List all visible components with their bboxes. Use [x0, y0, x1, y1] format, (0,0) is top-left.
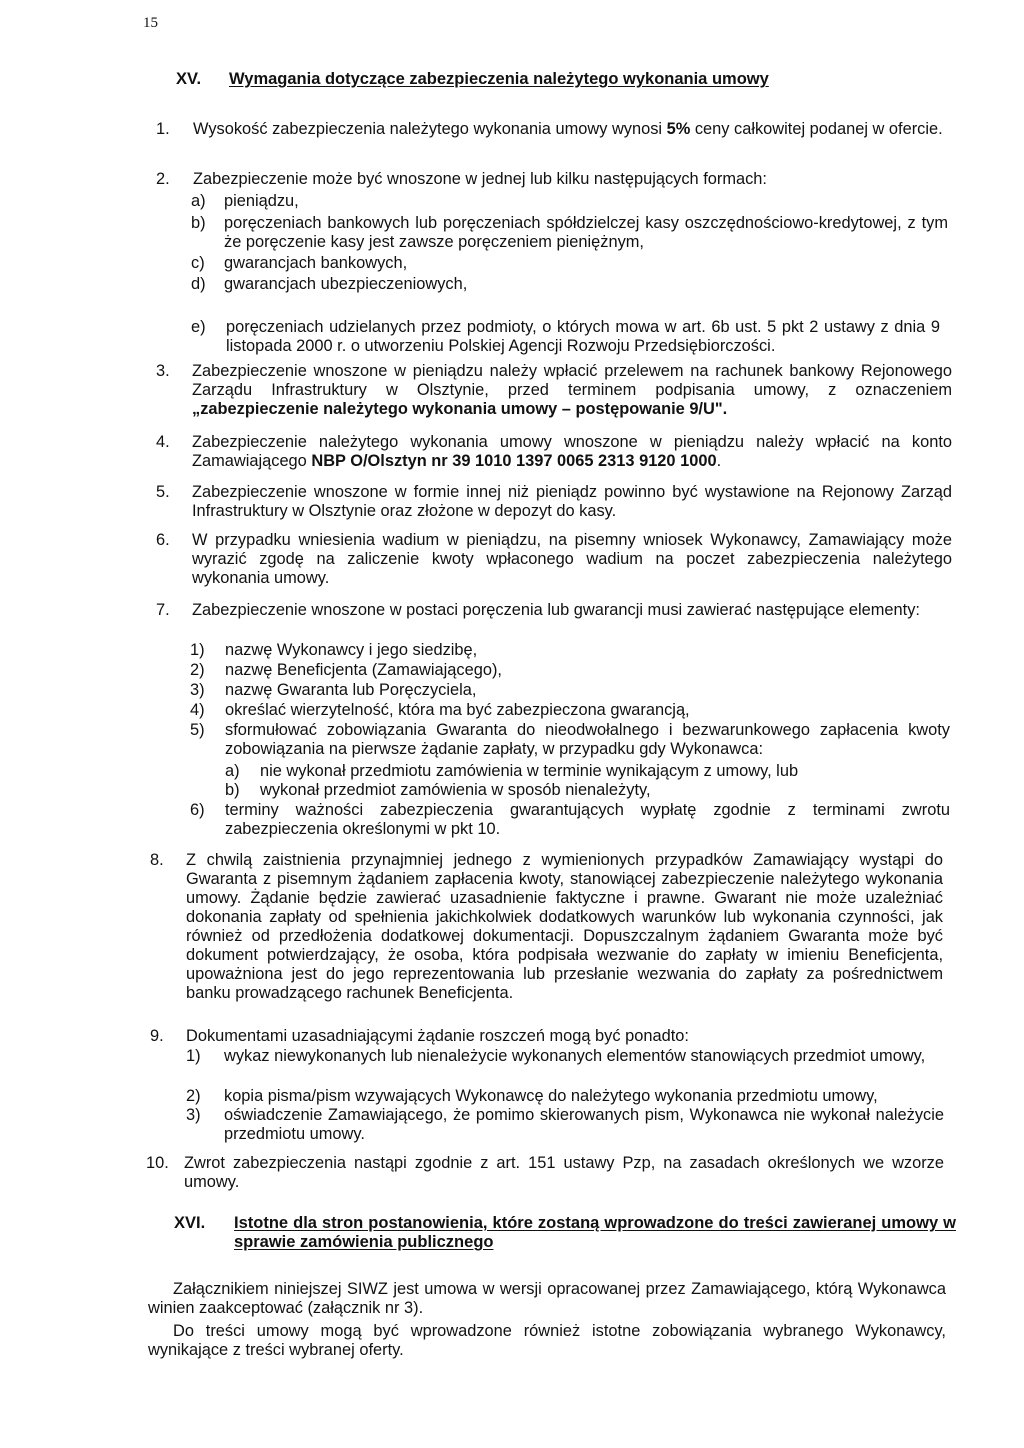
item-number: 2. [156, 170, 170, 188]
list-item-8 [150, 851, 960, 1041]
section-xv-title: Wymagania dotyczące zabezpieczenia należytego wykonania umowy [229, 70, 769, 88]
item-number: 10. [146, 1154, 169, 1172]
sub-item-7-5: 5) sformułować zobowiązania Gwaranta do nieodwołalnego i bezwarunkowego zapłacenia kwoty zobowiązania na pierwsze żądanie zapłaty, w przypadku gdy Wykonawca: [190, 721, 950, 758]
list-item-3 [156, 362, 956, 422]
item-text: Z chwilą zaistnienia przynajmniej jednego z wymienionych przypadków Zamawiający wystąpi do Gwaranta z pisemnym żądaniem zapłacenia kwoty, stanowiącej zabezpieczenie należytego wykonania umowy. Żądanie będzie zawierać uzasadnienie faktyczne i prawne. Gwarant nie może uzależniać dokonania zapłaty od spełnienia jakichkolwiek dodatkowych warunków lub wykonania czynności, jak również od przedłożenia dodatkowej dokumentacji. Dopuszczalnym żądaniem Gwaranta może być dokument potwierdzający, że osoba, która podpisała wezwanie do zapłaty w imieniu Beneficjenta, upoważniona jest do jego reprezentowania lub przesłanie wezwania do zapłaty za pośrednictwem banku prowadzącego rachunek Beneficjenta. [186, 851, 943, 1002]
section-xv-heading [176, 70, 876, 89]
section-xvi-title: Istotne dla stron postanowienia, które zostaną wprowadzone do treści zawieranej umowy w sprawie zamówienia publicznego [234, 1214, 956, 1251]
item-number: 1. [156, 120, 170, 138]
list-item-7 [156, 601, 956, 641]
item-text: Wysokość zabezpieczenia należytego wykonania umowy wynosi 5% ceny całkowitej podanej w ofercie. [193, 120, 943, 138]
list-item-4 [156, 433, 956, 473]
section-xvi-number: XVI. [174, 1214, 206, 1232]
list-item-6 [156, 531, 956, 591]
sub-item-7-6: 6) terminy ważności zabezpieczenia gwarantujących wypłatę zgodnie z terminami zwrotu zabezpieczenia określonymi w pkt 10. [190, 801, 950, 838]
sub-item-9-1: 1) wykaz niewykonanych lub nienależycie wykonanych elementów stanowiących przedmiot umowy, [186, 1047, 926, 1065]
percent-value: 5% [666, 120, 691, 138]
account-number: NBP O/Olsztyn nr 39 1010 1397 0065 2313 9120 1000 [311, 452, 717, 470]
sub-item-9-3: 3) oświadczenie Zamawiającego, że pomimo skierowanych pism, Wykonawca nie wykonał należycie przedmiotu umowy. [186, 1106, 944, 1143]
item-text: Dokumentami uzasadniającymi żądanie roszczeń mogą być ponadto: [186, 1027, 689, 1045]
section-xv-number: XV. [176, 70, 202, 88]
item-text: Zabezpieczenie może być wnoszone w jednej lub kilku następujących formach: [193, 170, 767, 188]
item-text: Zwrot zabezpieczenia nastąpi zgodnie z art. 151 ustawy Pzp, na zasadach określonych we wzorze umowy. [184, 1154, 944, 1191]
item-text: Zabezpieczenie wnoszone w pieniądzu należy wpłacić przelewem na rachunek bankowy Rejonowego Zarządu Infrastruktury w Olsztynie, przed terminem podpisania umowy, z oznaczeniem „zabezpieczenie należytego wykonania umowy – postępowanie 9/U". [192, 362, 952, 418]
list-item-1 [156, 120, 956, 160]
item-text: Zabezpieczenie wnoszone w formie innej niż pieniądz powinno być wystawione na Rejonowy Zarząd Infrastruktury w Olsztynie oraz złożone w depozyt do kasy. [192, 483, 952, 520]
sub-item-2b: b) poręczeniach bankowych lub poręczeniach spółdzielczej kasy oszczędnościowo-kredytowej, z tym że poręczenie kasy jest zawsze poręczeniem pieniężnym, [191, 214, 948, 251]
item-text: Zabezpieczenie należytego wykonania umowy wnoszone w pieniądzu należy wpłacić na konto Zamawiającego NBP O/Olsztyn nr 39 1010 1397 0065 2313 9120 1000. [192, 433, 952, 470]
item-number: 6. [156, 531, 170, 549]
section-xvi-paragraph-2: Do treści umowy mogą być wprowadzone również istotne zobowiązania wybranego Wykonawcy, wynikające z treści wybranej oferty. [148, 1322, 946, 1359]
item-number: 3. [156, 362, 170, 380]
section-xvi-paragraph-1: Załącznikiem niniejszej SIWZ jest umowa w wersji opracowanej przez Zamawiającego, którą Wykonawca winien zaakceptować (załącznik nr 3). [148, 1280, 946, 1317]
list-item-2 [156, 170, 956, 190]
list-item-10 [146, 1154, 960, 1194]
item-text: W przypadku wniesienia wadium w pieniądzu, na pisemny wniosek Wykonawcy, Zamawiający może wyrazić zgodę na zaliczenie kwoty wpłaconego wadium na poczet zabezpieczenia należytego wykonania umowy. [192, 531, 952, 587]
payment-title: „zabezpieczenie należytego wykonania umowy – postępowanie 9/U". [192, 400, 728, 418]
page-number: 15 [143, 15, 158, 31]
item-number: 5. [156, 483, 170, 501]
sub-item-2e: e) poręczeniach udzielanych przez podmioty, o których mowa w art. 6b ust. 5 pkt 2 ustawy z dnia 9 listopada 2000 r. o utworzeniu Polskiej Agencji Rozwoju Przedsiębiorczości. [191, 318, 940, 355]
item-number: 8. [150, 851, 164, 869]
list-item-5 [156, 483, 956, 523]
item-text: Zabezpieczenie wnoszone w postaci poręczenia lub gwarancji musi zawierać następujące elementy: [192, 601, 920, 619]
item-number: 7. [156, 601, 170, 619]
section-xvi-heading [174, 1214, 964, 1258]
item-number: 9. [150, 1027, 164, 1045]
item-number: 4. [156, 433, 170, 451]
